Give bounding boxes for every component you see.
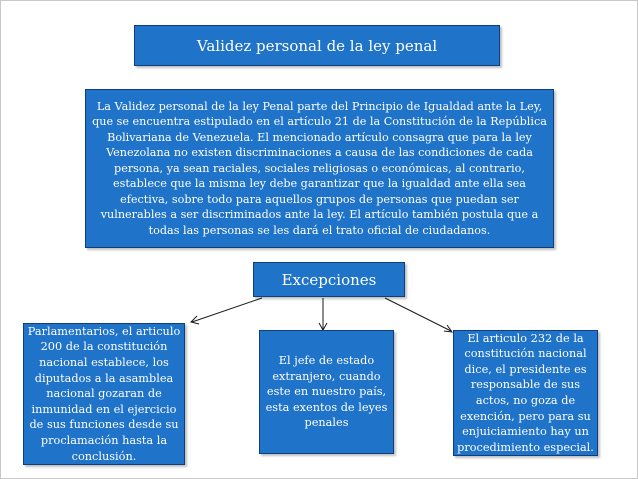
title-text: Validez personal de la ley penal — [196, 36, 438, 55]
excepciones-label: Excepciones — [281, 270, 377, 289]
exception-box-parlamentarios — [23, 323, 185, 465]
main-description-text: La Validez personal de la ley Penal parte del Principio de Igualdad ante la Ley, que se encuentra estipulado en el artículo 21 de la Constitución de la República Bolivariana de Venezuela. El mencionado artículo consagra que para la ley Venezolana no existen discriminaciones a causa de las condiciones de cada persona, ya sean raciales, sociales religiosas o económicas, al contrario, establece que la misma ley debe garantizar que la igualdad ante ella sea efectiva, sobre todo para aquellos grupos de personas que puedan ser vulnerables a ser discriminados ante la ley. El artículo también postula que a todas las personas se les dará el trato oficial de ciudadanos. — [92, 99, 547, 237]
exception-text-presidente: El articulo 232 de la constitución nacional dice, el presidente es responsable de sus actos, no goza de exención, pero para su enjuiciamiento hay un procedimiento especial. — [457, 331, 594, 454]
exception-text-parlamentarios: Parlamentarios, el articulo 200 de la constitución nacional establece, los diputados a la asamblea nacional gozaran de inmunidad en el ejercicio de sus funciones desde su proclamación hasta la conclusión. — [27, 324, 181, 463]
exception-box-presidente — [453, 330, 598, 456]
arrow-right — [385, 298, 451, 331]
exception-text-jefe-de-estado: El jefe de estado extranjero, cuando este en nuestro país, esta exentos de leyes penales — [265, 354, 388, 430]
arrow-left — [192, 298, 262, 322]
exception-box-jefe-de-estado — [259, 330, 394, 454]
